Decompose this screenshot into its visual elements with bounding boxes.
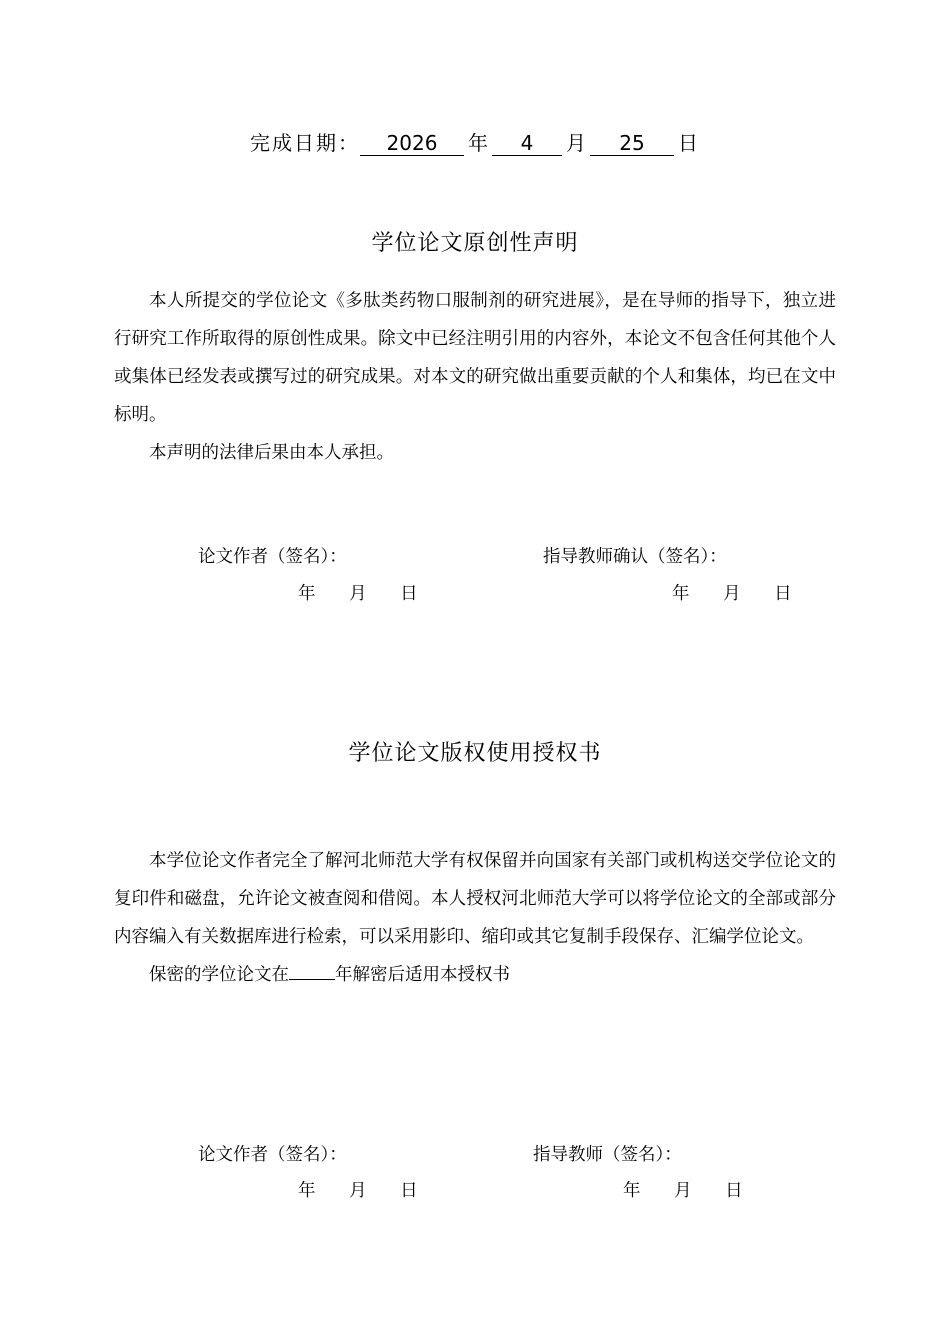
completion-date-label: 完成日期： (250, 131, 360, 155)
originality-advisor-date: 年 月 日 (672, 584, 792, 604)
secret-years-blank[interactable] (289, 965, 335, 980)
copyright-secret-clause (114, 956, 836, 994)
year-unit: 年 (468, 131, 490, 155)
originality-paragraph-2: 本声明的法律后果由本人承担。 (149, 443, 394, 463)
day-unit: 日 (678, 131, 700, 155)
completion-month-field[interactable]: 4 (492, 131, 562, 156)
copyright-advisor-signature: 指导教师（签名）： (533, 1145, 682, 1165)
copyright-author-signature: 论文作者（签名）： (198, 1145, 347, 1165)
originality-title: 学位论文原创性声明 (371, 231, 579, 256)
copyright-paragraph-1: 本学位论文作者完全了解河北师范大学有权保留并向国家有关部门或机构送交学位论文的复印件和磁盘，允许论文被查阅和借阅。本人授权河北师范大学可以将学位论文的全部或部分内容编入有关数据库进行检索，可以采用影印、缩印或其它复制手段保存、汇编学位论文。 (114, 851, 836, 947)
secret-prefix: 保密的学位论文在 (149, 965, 289, 985)
copyright-advisor-date: 年 月 日 (623, 1181, 743, 1201)
copyright-title: 学位论文版权使用授权书 (348, 741, 602, 766)
originality-body (114, 282, 836, 472)
originality-author-date: 年 月 日 (298, 584, 418, 604)
originality-advisor-signature: 指导教师确认（签名）： (543, 547, 727, 567)
originality-author-signature: 论文作者（签名）： (198, 547, 347, 567)
copyright-author-date: 年 月 日 (298, 1181, 418, 1201)
completion-year-field[interactable]: 2026 (360, 131, 464, 156)
copyright-body (114, 842, 836, 994)
completion-date-line (250, 127, 702, 156)
completion-day-field[interactable]: 25 (590, 131, 674, 156)
secret-suffix: 年解密后适用本授权书 (335, 965, 510, 985)
month-unit: 月 (566, 131, 588, 155)
originality-paragraph-1: 本人所提交的学位论文《多肽类药物口服制剂的研究进展》，是在导师的指导下，独立进行研究工作所取得的原创性成果。除文中已经注明引用的内容外，本论文不包含任何其他个人或集体已经发表或撰写过的研究成果。对本文的研究做出重要贡献的个人和集体，均已在文中标明。 (114, 291, 836, 425)
